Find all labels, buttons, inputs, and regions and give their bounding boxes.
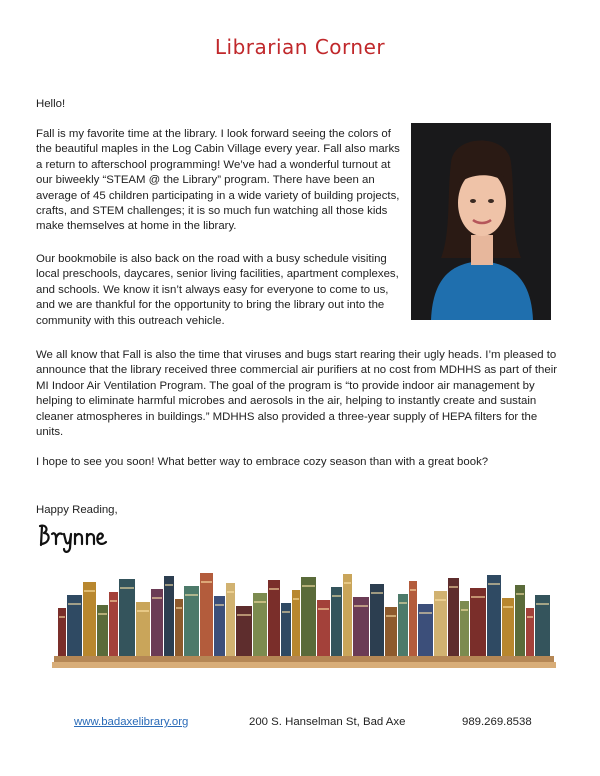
book-spine bbox=[448, 578, 459, 656]
book-spine bbox=[83, 582, 96, 656]
website-link[interactable]: www.badaxelibrary.org bbox=[74, 716, 189, 728]
book-spine-band bbox=[201, 581, 212, 583]
book-spine bbox=[418, 604, 433, 656]
book-spine-band bbox=[386, 615, 396, 617]
book-spine bbox=[58, 608, 66, 656]
book-spine bbox=[268, 580, 280, 656]
book-spine bbox=[526, 608, 534, 656]
book-spine-band bbox=[227, 591, 234, 593]
book-spine-band bbox=[59, 616, 65, 618]
book-spine-band bbox=[237, 614, 251, 616]
greeting: Hello! bbox=[36, 98, 66, 110]
book-spine-band bbox=[185, 594, 198, 596]
book-spine-band bbox=[332, 595, 341, 597]
book-spine-band bbox=[419, 612, 432, 614]
book-spine-band bbox=[137, 610, 149, 612]
paragraph-2: Our bookmobile is also back on the road with a busy schedule visiting local preschools, daycares, senior living facilities, apartment complexes, and schools. We know it isn’t always easy for everyone to come to us, and we are thankful for the opportunity to bring the library out into the community with this outreach vehicle. bbox=[36, 253, 399, 327]
book-spine-band bbox=[110, 600, 117, 602]
book-spine-band bbox=[527, 616, 533, 618]
book-spine bbox=[164, 576, 174, 656]
book-spine bbox=[409, 581, 417, 656]
signature-image bbox=[36, 520, 176, 556]
book-spine bbox=[281, 603, 291, 656]
book-spine-band bbox=[371, 592, 383, 594]
page-title: Librarian Corner bbox=[214, 35, 386, 59]
closing-line: Happy Reading, bbox=[36, 504, 118, 516]
book-spine bbox=[97, 605, 108, 656]
paragraph-4: I hope to see you soon! What better way to embrace cozy season than with a great book? bbox=[36, 456, 489, 468]
book-spine-band bbox=[536, 603, 549, 605]
book-spine-band bbox=[461, 609, 468, 611]
book-spine-band bbox=[215, 604, 224, 606]
book-spine bbox=[487, 575, 501, 656]
book-spine bbox=[301, 577, 316, 656]
book-spine-band bbox=[98, 613, 107, 615]
book-spine-band bbox=[435, 599, 446, 601]
book-spine-band bbox=[516, 593, 524, 595]
book-spine-band bbox=[471, 596, 485, 598]
book-spine bbox=[343, 574, 352, 656]
book-spine bbox=[184, 586, 199, 656]
book-spine-band bbox=[152, 597, 162, 599]
book-spine bbox=[370, 584, 384, 656]
book-spine-band bbox=[449, 586, 458, 588]
book-spine-band bbox=[318, 608, 329, 610]
book-spine bbox=[151, 589, 163, 656]
book-spine bbox=[226, 583, 235, 656]
book-spine-band bbox=[410, 589, 416, 591]
paragraph-3: We all know that Fall is also the time that viruses and bugs start rearing their ugly heads. I’m pleased to announce that the library received three commercial air purifiers at no cost from MDHHS as part of their MI Indoor Air Ventilation Program. The goal of the program is “to provide indoor air management by helping to eliminate harmful microbes and aerosols in the air, helping to instantly create and sustain cleaner atmospheres in buildings.” MDHHS also provided a three-year supply of HEPA filters for the units. bbox=[36, 349, 558, 439]
book-spine bbox=[470, 588, 486, 656]
phone-text: 989.269.8538 bbox=[462, 716, 532, 728]
book-spine-band bbox=[176, 607, 182, 609]
book-spine-band bbox=[354, 605, 368, 607]
book-spine-band bbox=[68, 603, 81, 605]
address-text: 200 S. Hanselman St, Bad Axe bbox=[249, 716, 406, 728]
book-spine-band bbox=[302, 585, 315, 587]
book-spine-band bbox=[503, 606, 513, 608]
paragraph-1: Fall is my favorite time at the library. I look forward seeing the colors of the beautiful maples in the Log Cabin Village every year. Fall also marks a return to afterschool programming! We’ve had a wonderful turnout at our biweekly “STEAM @ the Library” program. There have been an average of 45 children participating in a wide variety of building projects, crafts, and STEM challenges; it is so much fun watching all those kids make themselves at home in the library. bbox=[36, 128, 400, 233]
book-spine-band bbox=[282, 611, 290, 613]
book-spine-band bbox=[165, 584, 173, 586]
book-spine-band bbox=[120, 587, 134, 589]
book-spine bbox=[331, 587, 342, 656]
librarian-photo bbox=[411, 123, 551, 320]
book-spine-band bbox=[269, 588, 279, 590]
book-spine-band bbox=[84, 590, 95, 592]
book-spine bbox=[515, 585, 525, 656]
book-spine-band bbox=[344, 582, 351, 584]
book-spine-band bbox=[488, 583, 500, 585]
bookshelf-illustration bbox=[44, 568, 560, 680]
book-spine bbox=[200, 573, 213, 656]
book-spine bbox=[236, 606, 252, 656]
book-spine bbox=[385, 607, 397, 656]
book-spine-band bbox=[399, 602, 407, 604]
book-spine bbox=[119, 579, 135, 656]
book-spine-band bbox=[254, 601, 266, 603]
book-spine-band bbox=[293, 598, 299, 600]
